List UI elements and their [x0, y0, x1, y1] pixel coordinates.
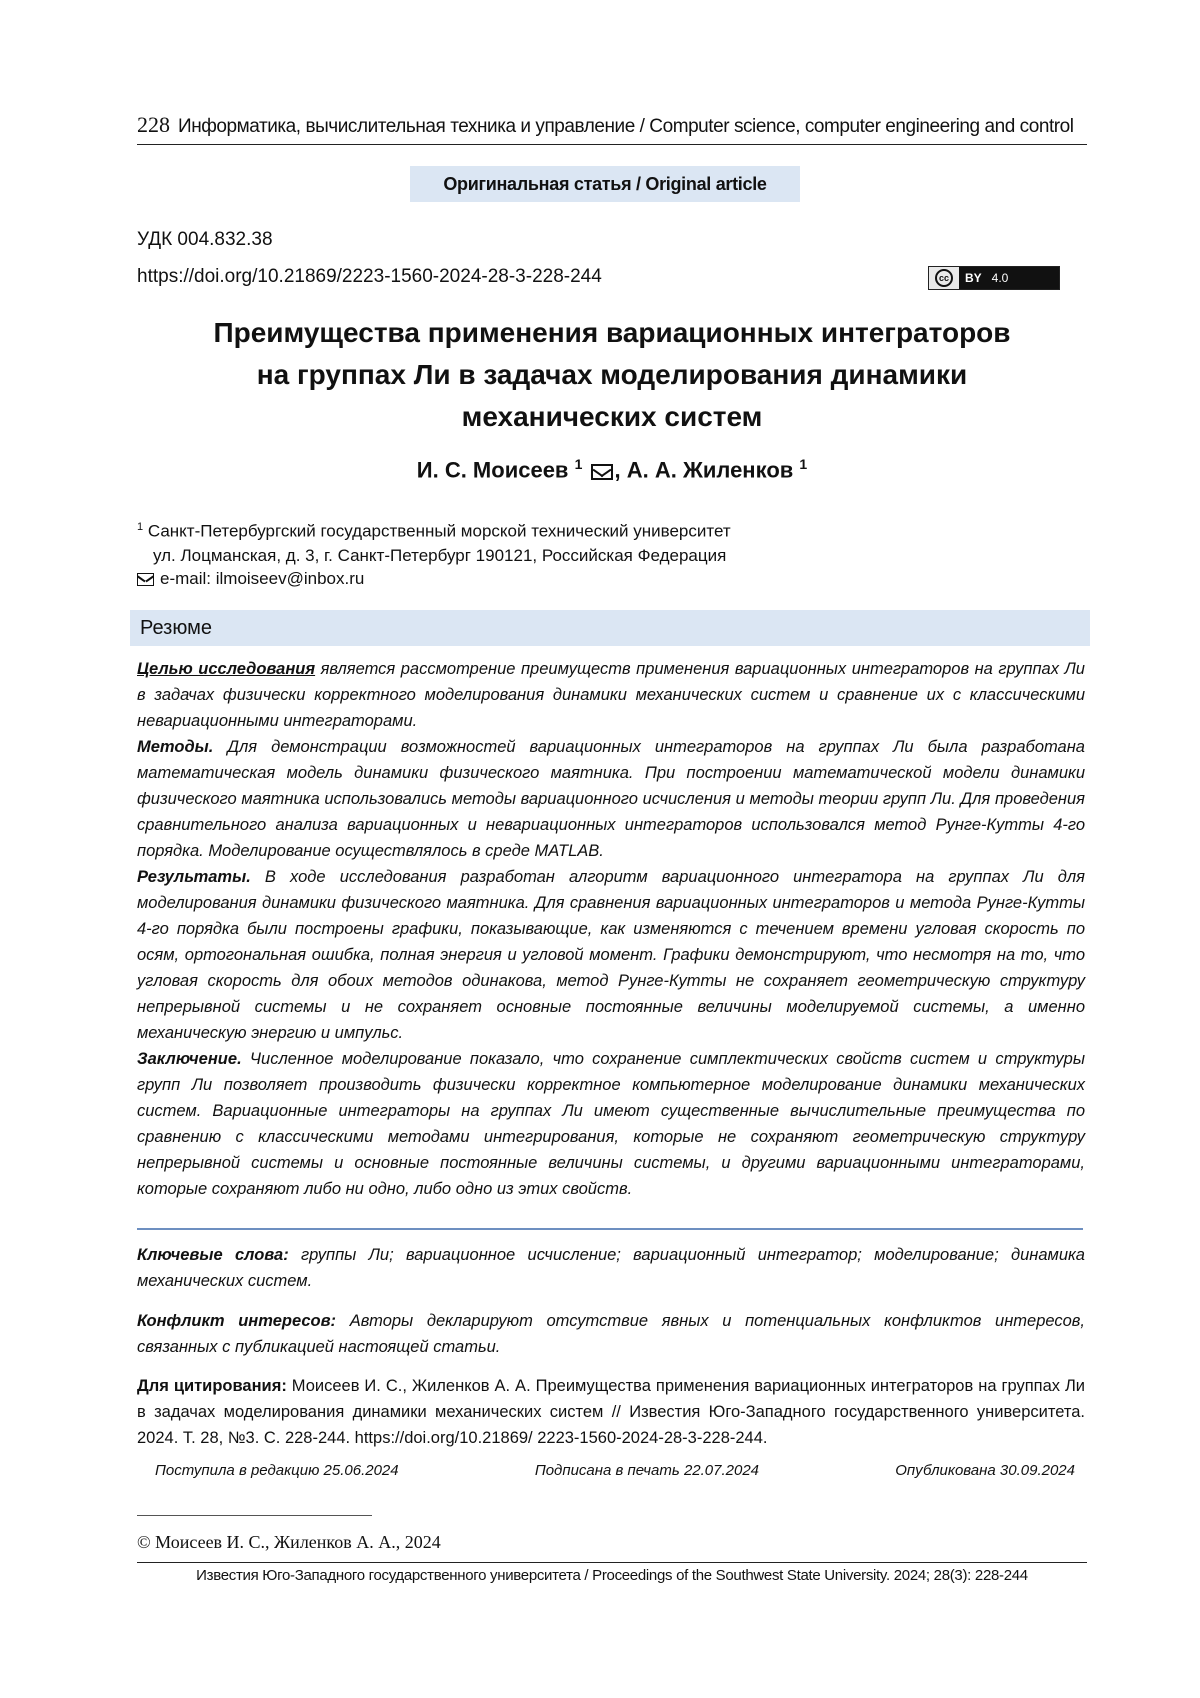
- author-separator: ,: [614, 457, 621, 483]
- abstract-conclusion: [137, 1046, 1085, 1202]
- abstract-results: [137, 864, 1085, 1046]
- envelope-icon[interactable]: [591, 464, 613, 480]
- udk-code: УДК 004.832.38: [137, 229, 273, 250]
- affiliation-line-1: Санкт-Петербургский государственный морской технический университет: [147, 521, 731, 541]
- author-2-affiliation: 1: [799, 456, 808, 472]
- methods-label: Методы.: [137, 738, 214, 756]
- keywords: [137, 1242, 1085, 1294]
- title-line-1: Преимущества применения вариационных интеграторов: [213, 317, 1011, 348]
- affiliation-line-2: ул. Лоцманская, д. 3, г. Санкт-Петербург 190121, Российская Федерация: [153, 545, 727, 565]
- author-2: А. А. Жиленков: [626, 457, 794, 483]
- email-text[interactable]: e-mail: ilmoiseev@inbox.ru: [160, 569, 365, 588]
- affiliation: [137, 515, 731, 568]
- cc-version-label: 4.0: [988, 267, 1059, 289]
- abstract-methods: [137, 734, 1085, 864]
- results-label: Результаты.: [137, 868, 251, 886]
- methods-text: Для демонстрации возможностей вариационных интеграторов на группах Ли была разработана математическая модель динамики физического маятника. При построении математической модели динамики физического маятника использовались методы вариационного исчисления и методы теории групп Ли. Для проведения сравнительного анализа вариационных и невариационных интеграторов использовался метод Рунге-Кутты 4-го порядка. Моделирование осуществлялось в среде MATLAB.: [137, 738, 1085, 860]
- author-1: И. С. Моисеев: [416, 457, 569, 483]
- journal-title: Информатика, вычислительная техника и управление / Computer science, computer engineering and control: [178, 116, 1074, 137]
- conclusion-label: Заключение.: [137, 1050, 242, 1068]
- cc-by-label: BY: [959, 267, 988, 289]
- aim-text: является рассмотрение преимуществ применения вариационных интеграторов на группах Ли в задачах физически корректного моделирования динамики механических систем и сравнение их с классическими невариационными интеграторами.: [137, 660, 1085, 730]
- keywords-text: группы Ли; вариационное исчисление; вариационный интегратор; моделирование; динамика механических систем.: [137, 1246, 1085, 1290]
- aim-label: Целью исследования: [137, 660, 316, 678]
- article-type-banner: [410, 166, 800, 202]
- publication-dates: [155, 1462, 1075, 1479]
- date-published: Опубликована 30.09.2024: [895, 1462, 1075, 1479]
- citation-text: Моисеев И. С., Жиленков А. А. Преимущества применения вариационных интеграторов на группах Ли в задачах моделирования динамики механических систем // Известия Юго-Западного государственного университета. 2024. Т. 28, №3. С. 228-244. https://doi.org/10.21869/ 2223-1560-2024-28-3-228-244.: [137, 1377, 1085, 1447]
- cc-icon: cc: [935, 269, 953, 287]
- contact-email: [137, 569, 364, 589]
- article-type-label: Оригинальная статья / Original article: [443, 173, 767, 194]
- page-number: 228: [137, 112, 170, 137]
- affiliation-marker: 1: [137, 521, 144, 533]
- author-1-affiliation: 1: [574, 456, 583, 472]
- date-received: Поступила в редакцию 25.06.2024: [155, 1462, 399, 1479]
- title-line-2: на группах Ли в задачах моделирования динамики: [256, 359, 968, 390]
- section-divider: [137, 1228, 1083, 1230]
- citation-label: Для цитирования:: [137, 1377, 287, 1395]
- cc-license-badge[interactable]: [928, 266, 1060, 290]
- doi-link[interactable]: https://doi.org/10.21869/2223-1560-2024-28-3-228-244: [137, 266, 602, 287]
- cc-icon-wrap: [929, 267, 959, 289]
- running-footer: Известия Юго-Западного государственного университета / Proceedings of the Southwest State University. 2024; 28(3): 228-244: [137, 1562, 1087, 1584]
- conflict-text: Авторы декларируют отсутствие явных и потенциальных конфликтов интересов, связанных с публикацией настоящей статьи.: [137, 1312, 1085, 1356]
- copyright: © Моисеев И. С., Жиленков А. А., 2024: [137, 1532, 441, 1552]
- title-line-3: механических систем: [461, 401, 763, 432]
- footnote-rule: [137, 1515, 372, 1516]
- running-header: [137, 112, 1087, 145]
- conflict-of-interest: [137, 1308, 1085, 1360]
- abstract: [137, 656, 1085, 1202]
- envelope-icon: [137, 573, 154, 586]
- citation: [137, 1373, 1085, 1451]
- authors-line: [137, 456, 1087, 483]
- resume-heading: Резюме: [140, 616, 212, 639]
- article-title: [137, 312, 1087, 438]
- conclusion-text: Численное моделирование показало, что сохранение симплектических свойств систем и структуры групп Ли позволяет производить физически корректное компьютерное моделирование динамики механических систем. Вариационные интеграторы на группах Ли имеют существенные вычислительные преимущества по сравнению с классическими методами интегрирования, которые не сохраняют геометрическую структуру непрерывной системы и основные постоянные величины системы, и другими вариационными интеграторами, которые сохраняют либо ни одно, либо одно из этих свойств.: [137, 1050, 1085, 1198]
- abstract-aim: [137, 656, 1085, 734]
- date-signed: Подписана в печать 22.07.2024: [534, 1462, 760, 1479]
- keywords-label: Ключевые слова:: [137, 1246, 289, 1264]
- resume-heading-bar: [130, 610, 1090, 646]
- conflict-label: Конфликт интересов:: [137, 1312, 337, 1330]
- results-text: В ходе исследования разработан алгоритм вариационного интегратора на группах Ли для моделирования динамики физического маятника. Для сравнения вариационных интеграторов и метода Рунге-Кутты 4-го порядка были построены графики, показывающие, как изменяются с течением времени угловая скорость по осям, ортогональная ошибка, полная энергия и угловой момент. Графики демонстрируют, что несмотря на то, что угловая скорость для обоих методов одинакова, метод Рунге-Кутты не сохраняет геометрическую структуру непрерывной системы и не сохраняет основные постоянные величины моделируемой системы, а именно механическую энергию и импульс.: [137, 868, 1085, 1042]
